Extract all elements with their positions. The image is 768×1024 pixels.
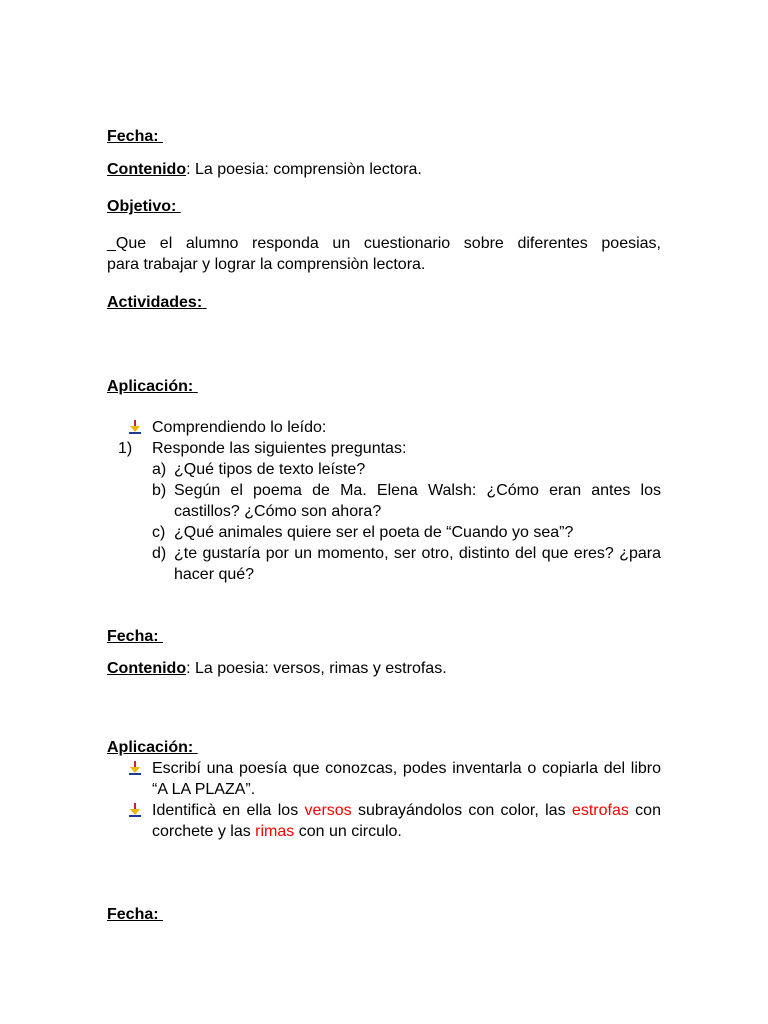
- bullet-item-comprendiendo: [107, 417, 661, 438]
- bullet-text: Escribí una poesía que conozcas, podes inventarla o copiarla del libro “A LA PLAZA”.: [152, 760, 661, 798]
- objetivo-text-line1: _Que el alumno responda un cuestionario sobre diferentes poesias,: [107, 235, 661, 252]
- highlight-rimas: rimas: [255, 823, 295, 840]
- fecha-label: Fecha:: [107, 128, 159, 145]
- objetivo-text-line2: para trabajar y lograr la comprensiòn lectora.: [107, 256, 426, 273]
- contenido-label: Contenido: [107, 161, 187, 178]
- highlight-estrofas: estrofas: [571, 802, 629, 819]
- question-d: [107, 543, 661, 585]
- bullet-item-escribi: [107, 758, 661, 800]
- fecha-line-2: [107, 626, 661, 647]
- fecha-line-3: [107, 904, 661, 925]
- bullet-text: Comprendiendo lo leído:: [152, 419, 327, 436]
- bullet-text-part: con un circulo.: [294, 823, 402, 840]
- question-c: [107, 522, 661, 543]
- bullet-item-identifica: [107, 800, 661, 842]
- contenido-line-1: [107, 159, 661, 180]
- bullet-text-part: subrayándolos con color, las: [351, 802, 572, 819]
- contenido-line-2: [107, 658, 661, 679]
- contenido-text: : La poesia: comprensiòn lectora.: [186, 161, 422, 178]
- question-letter: b): [152, 482, 167, 499]
- question-letter: c): [152, 524, 166, 541]
- question-text: Según el poema de Ma. Elena Walsh: ¿Cómo eran antes los castillos? ¿Cómo son ahora?: [174, 482, 661, 520]
- arrow-down-bullet-icon: [129, 803, 141, 817]
- fecha-label: Fecha:: [107, 628, 159, 645]
- question-b: [107, 480, 661, 522]
- arrow-down-bullet-icon: [129, 420, 141, 434]
- objetivo-label: Objetivo:: [107, 198, 177, 215]
- contenido-text: : La poesia: versos, rimas y estrofas.: [186, 660, 447, 677]
- question-text: ¿Qué tipos de texto leíste?: [174, 461, 366, 478]
- aplicacion-line-1: [107, 376, 661, 397]
- question-text: ¿te gustaría por un momento, ser otro, distinto del que eres? ¿para hacer qué?: [174, 545, 661, 583]
- actividades-line: [107, 292, 661, 313]
- bullet-text-part: con corchete y las: [152, 802, 661, 840]
- question-a: [107, 459, 661, 480]
- question-text: ¿Qué animales quiere ser el poeta de “Cuando yo sea”?: [174, 524, 574, 541]
- fecha-line-1: [107, 126, 661, 147]
- question-letter: d): [152, 545, 167, 562]
- question-letter: a): [152, 461, 167, 478]
- aplicacion-label: Aplicación:: [107, 739, 194, 756]
- fecha-label: Fecha:: [107, 906, 159, 923]
- numbered-item-1: [107, 438, 661, 459]
- bullet-text-part: Identificà en ella los: [152, 802, 305, 819]
- aplicacion-line-2: [107, 737, 661, 758]
- bullet-text: [152, 800, 661, 842]
- actividades-label: Actividades:: [107, 294, 203, 311]
- item-number: 1): [118, 440, 133, 457]
- arrow-down-bullet-icon: [129, 761, 141, 775]
- objetivo-line: [107, 196, 661, 217]
- highlight-versos: versos: [304, 802, 352, 819]
- aplicacion-label: Aplicación:: [107, 378, 194, 395]
- contenido-label: Contenido: [107, 660, 187, 677]
- item-text: Responde las siguientes preguntas:: [152, 440, 407, 457]
